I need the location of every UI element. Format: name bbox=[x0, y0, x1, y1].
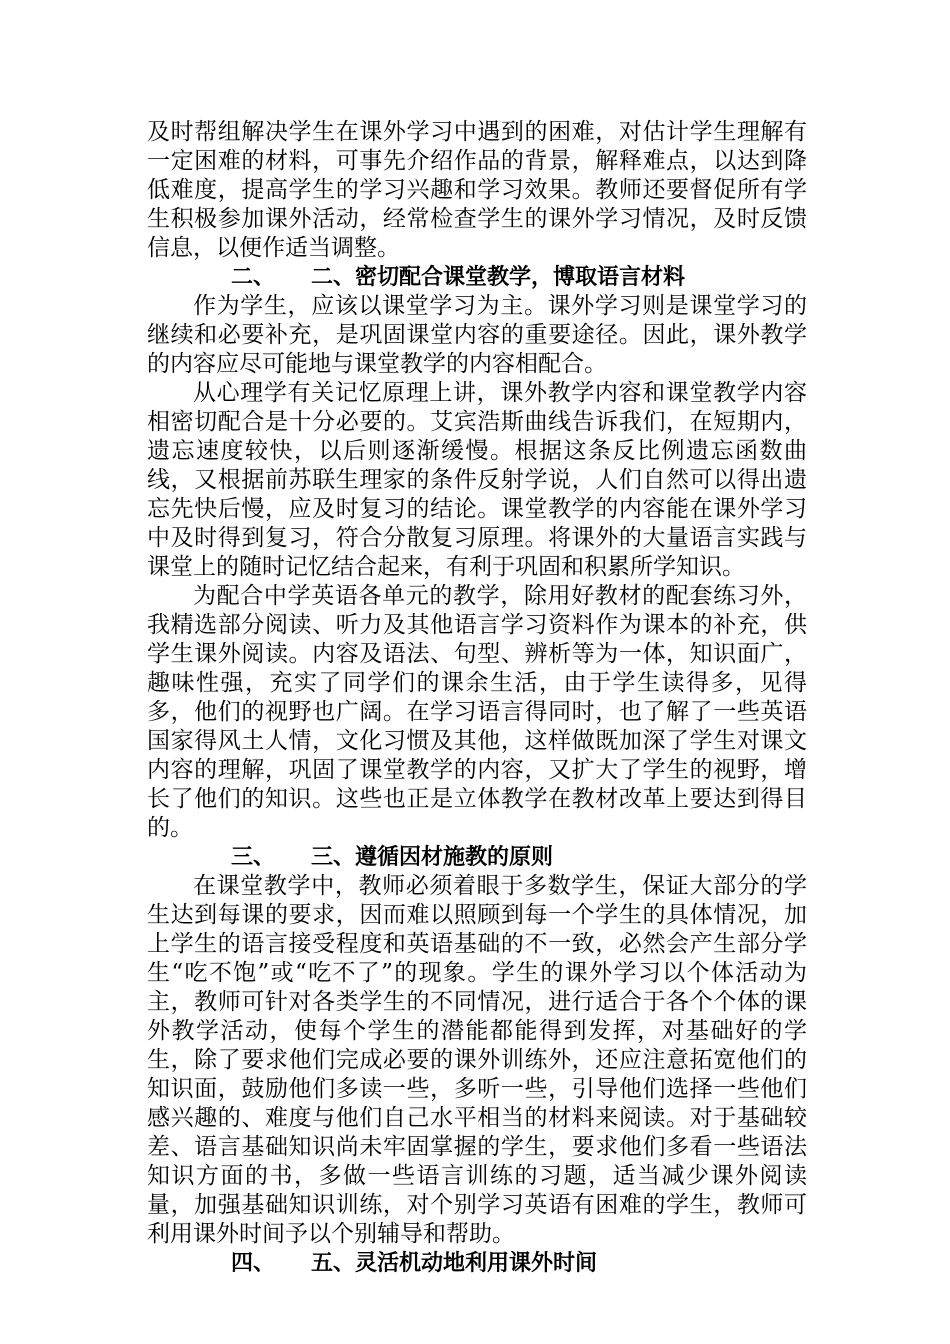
section-number: 二、 bbox=[231, 265, 276, 290]
paragraph: 在课堂教学中，教师必须着眼于多数学生，保证大部分的学生达到每课的要求，因而难以照顾到每一个学生的具体情况，加上学生的语言接受程度和英语基础的不一致，必然会产生部分学生“吃不饱”或“吃不了”的现象。学生的课外学习以个体活动为主，教师可针对各类学生的不同情况，进行适合于各个个体的课外教学活动，使每个学生的潜能都能得到发挥，对基础好的学生，除了要求他们完成必要的课外训练外，还应注意拓宽他们的知识面，鼓励他们多读一些，多听一些，引导他们选择一些他们感兴趣的、难度与他们自己水平相当的材料来阅读。对于基础较差、语言基础知识尚未牢固掌握的学生，要求他们多看一些语法知识方面的书，多做一些语言训练的习题，适当减少课外阅读量，加强基础知识训练，对个别学习英语有困难的学生，教师可利用课外时间予以个别辅导和帮助。 bbox=[147, 873, 807, 1247]
section-heading-2 bbox=[147, 263, 807, 292]
paragraph-continued: 及时帮组解决学生在课外学习中遇到的困难，对估计学生理解有一定困难的材料，可事先介绍作品的背景，解释难点，以达到降低难度，提高学生的学习兴趣和学习效果。教师还要督促所有学生积极参加课外活动，经常检查学生的课外学习情况，及时反馈信息，以便作适当调整。 bbox=[147, 119, 807, 261]
section-number: 四、 bbox=[231, 1251, 276, 1276]
section-heading-3 bbox=[147, 843, 807, 872]
document-page bbox=[147, 118, 807, 1278]
section-title: 五、灵活机动地利用课外时间 bbox=[311, 1251, 598, 1276]
paragraph: 为配合中学英语各单元的教学，除用好教材的配套练习外，我精选部分阅读、听力及其他语言学习资料作为课本的补充，供学生课外阅读。内容及语法、句型、辨析等为一体，知识面广，趣味性强，充实了同学们的课余生活，由于学生读得多，见得多，他们的视野也广阔。在学习语言得同时，也了解了一些英语国家得风土人情，文化习惯及其他，这样做既加深了学生对课文内容的理解，巩固了课堂教学的内容，又扩大了学生的视野，增长了他们的知识。这些也正是立体教学在教材改革上要达到得目的。 bbox=[147, 583, 807, 841]
section-title: 二、密切配合课堂教学，博取语言材料 bbox=[311, 265, 686, 290]
paragraph: 从心理学有关记忆原理上讲，课外教学内容和课堂教学内容相密切配合是十分必要的。艾宾浩斯曲线告诉我们，在短期内，遗忘速度较快，以后则逐渐缓慢。根据这条反比例遗忘函数曲线，又根据前苏联生理家的条件反射学说，人们自然可以得出遗忘先快后慢，应及时复习的结论。课堂教学的内容能在课外学习中及时得到复习，符合分散复习原理。将课外的大量语言实践与课堂上的随时记忆结合起来，有利于巩固和积累所学知识。 bbox=[147, 380, 807, 580]
section-title: 三、遵循因材施教的原则 bbox=[311, 845, 554, 870]
section-number: 三、 bbox=[231, 845, 276, 870]
section-heading-4 bbox=[147, 1249, 807, 1278]
paragraph: 作为学生，应该以课堂学习为主。课外学习则是课堂学习的继续和必要补充，是巩固课堂内容的重要途径。因此，课外教学的内容应尽可能地与课堂教学的内容相配合。 bbox=[147, 293, 807, 377]
